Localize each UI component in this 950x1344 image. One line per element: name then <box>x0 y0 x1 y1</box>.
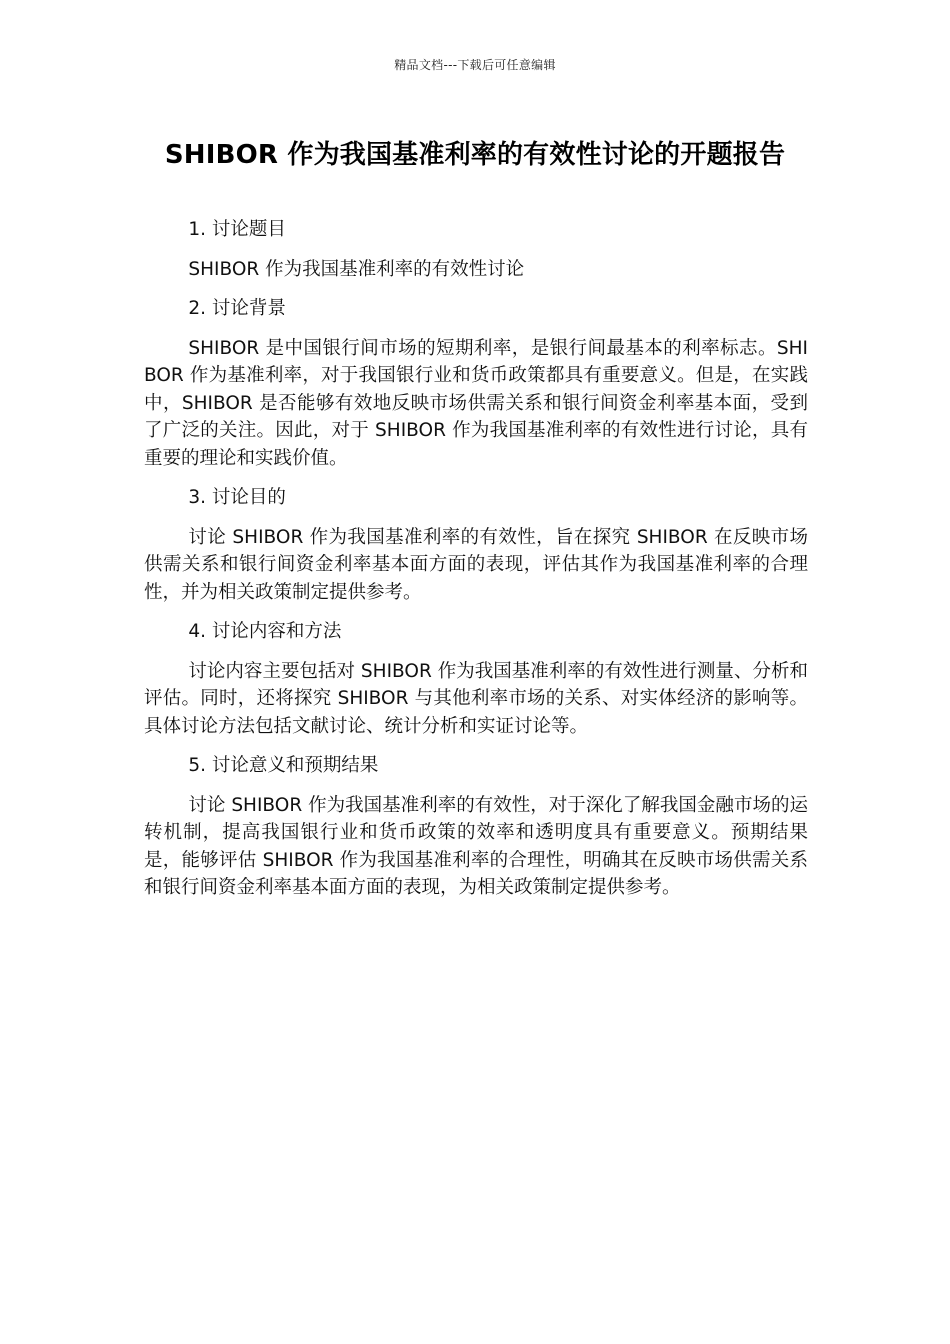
document-body <box>144 216 808 914</box>
section-heading-topic: 1. 讨论题目 <box>188 219 286 240</box>
section-text-content-methods: 讨论内容主要包括对 SHIBOR 作为我国基准利率的有效性进行测量、分析和评估。同时，还将探究 SHIBOR 与其他利率市场的关系、对实体经济的影响等。具体讨论方法包括文献讨论、统计分析和实证讨论等。 <box>144 660 808 737</box>
section-text-significance: 讨论 SHIBOR 作为我国基准利率的有效性，对于深化了解我国金融市场的运转机制，提高我国银行业和货币政策的效率和透明度具有重要意义。预期结果是，能够评估 SHIBOR 作为我国基准利率的合理性，明确其在反映市场供需关系和银行间资金利率基本面方面的表现，为相关政策制定提供参考。 <box>144 794 808 898</box>
document-title: SHIBOR 作为我国基准利率的有效性讨论的开题报告 <box>164 140 786 170</box>
header-note: 精品文档---下载后可任意编辑 <box>394 58 556 72</box>
section-text-topic: SHIBOR 作为我国基准利率的有效性讨论 <box>188 258 525 280</box>
section-heading-background: 2. 讨论背景 <box>188 298 286 319</box>
section-heading-purpose: 3. 讨论目的 <box>188 487 286 508</box>
section-heading-content-methods: 4. 讨论内容和方法 <box>188 621 342 642</box>
section-heading-significance: 5. 讨论意义和预期结果 <box>188 755 379 776</box>
section-text-purpose: 讨论 SHIBOR 作为我国基准利率的有效性，旨在探究 SHIBOR 在反映市场供需关系和银行间资金利率基本面方面的表现，评估其作为我国基准利率的合理性，并为相关政策制定提供参考。 <box>144 526 808 603</box>
section-text-background: SHIBOR 是中国银行间市场的短期利率，是银行间最基本的利率标志。SHIBOR 作为基准利率，对于我国银行业和货币政策都具有重要意义。但是，在实践中，SHIBOR 是否能够有效地反映市场供需关系和银行间资金利率基本面，受到了广泛的关注。因此，对于 SHIBOR 作为我国基准利率的有效性进行讨论，具有重要的理论和实践价值。 <box>144 337 808 469</box>
